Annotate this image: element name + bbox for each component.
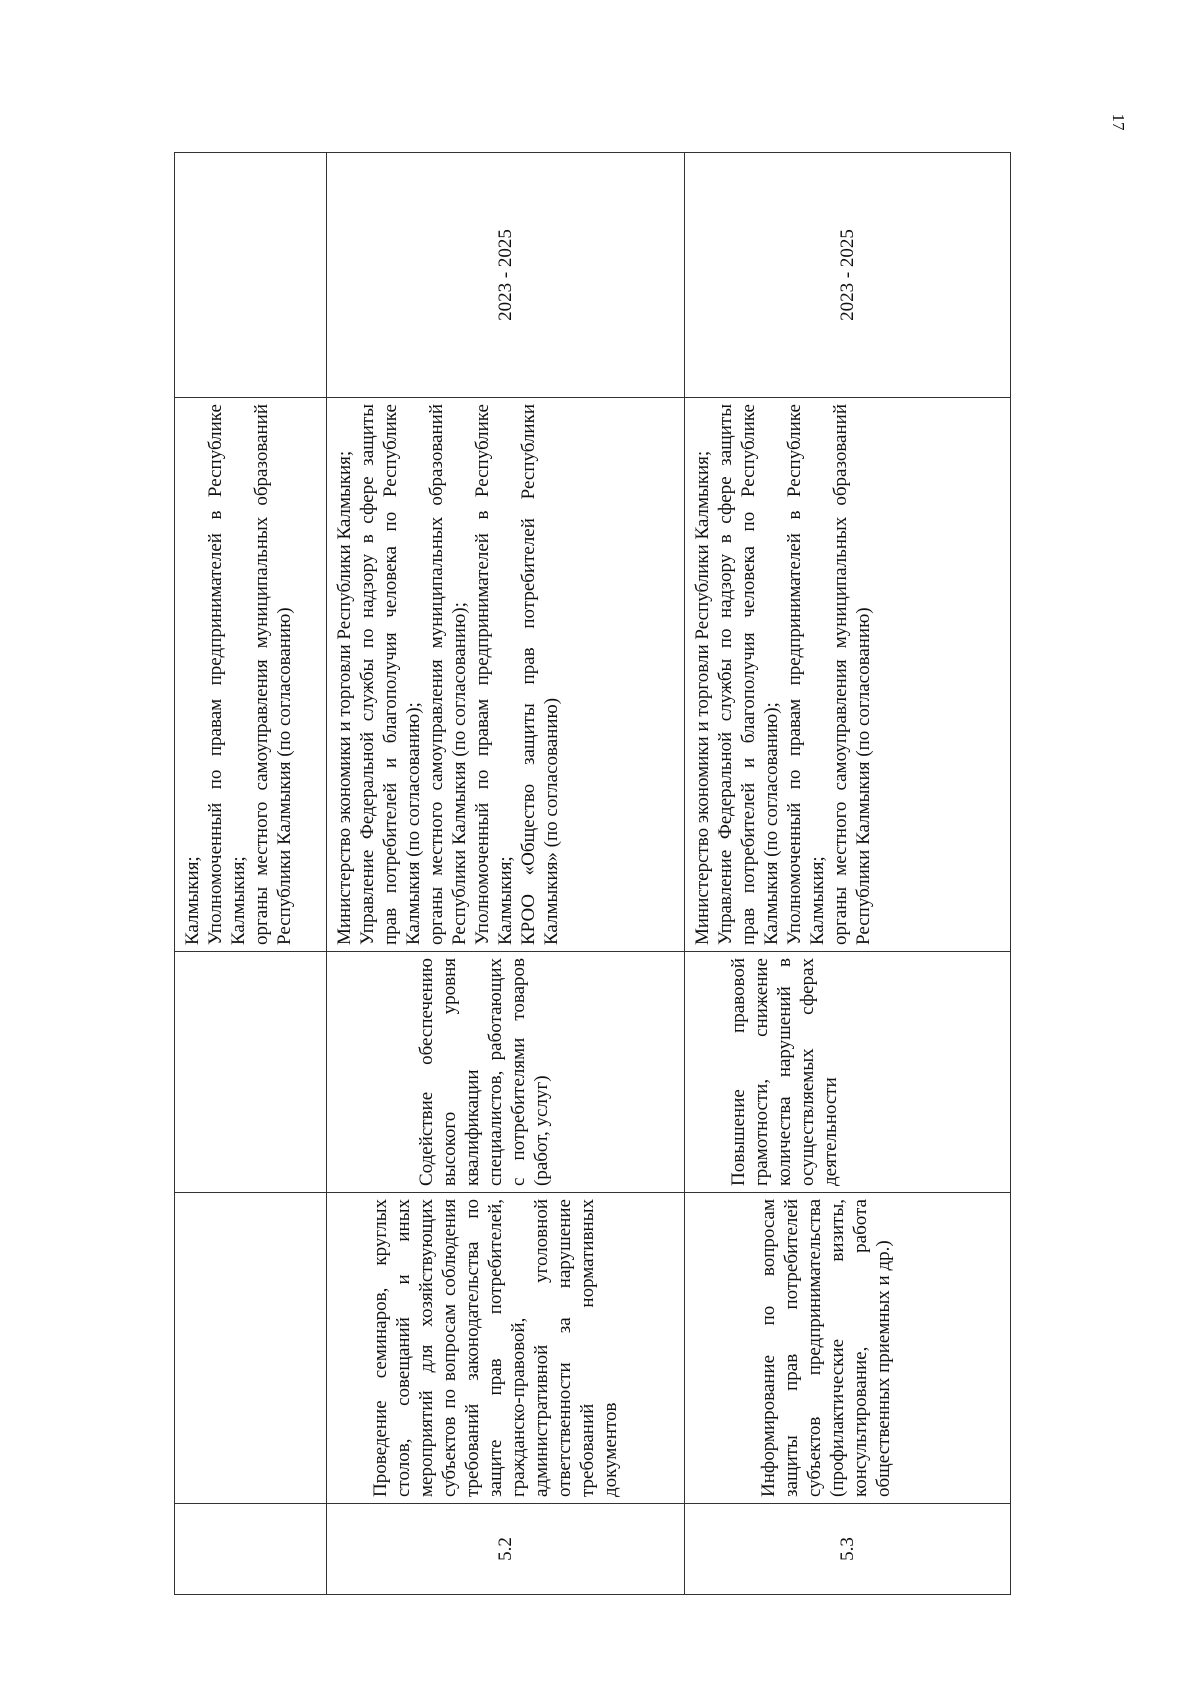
executor-line: Уполномоченный по правам предпринимателей в Республике Калмыкия; [784,404,828,945]
table-row [175,153,327,1595]
executor-line: Калмыкия; [182,856,203,945]
executor-line: органы местного самоуправления муниципальных образований Республики Калмыкия (по согласованию) [830,404,874,945]
activity-cell: Проведение семинаров, круглых столов, совещаний и иных мероприятий для хозяйствующих субъектов по вопросам соблюдения требований законодательства по защите прав потребителей, гражданско-правовой, административной уголовной ответственности за нарушение требований нормативных документов [327,1193,685,1504]
executor-line: органы местного самоуправления муниципальных образований Республики Калмыкия (по согласованию); [426,404,470,945]
executor-line: Министерство экономики и торговли Республики Калмыкия; [334,450,355,945]
row-number-cell [175,1504,327,1595]
activity-cell: Информирование по вопросам защиты прав потребителей субъектов предпринимательства (профилактические визиты, консультирование, работа общественных приемных и др.) [685,1193,1011,1504]
executor-line: Уполномоченный по правам предпринимателей в Республике Калмыкия; [205,404,249,945]
executors-cell [327,398,685,952]
executors-cell [685,398,1011,952]
page-number: 17 [1109,113,1128,131]
executor-line: Управление Федеральной службы по надзору в сфере защиты прав потребителей и благополучия человека по Республике Калмыкия (по согласованию); [357,404,424,945]
executor-line: Управление Федеральной службы по надзору в сфере защиты прав потребителей и благополучия человека по Республике Калмыкия (по согласованию); [715,404,782,945]
table-row [327,153,685,1595]
action-plan-table [174,152,1011,1595]
term-cell: 2023 - 2025 [327,153,685,398]
result-cell: Повышение правовой грамотности, снижение количества нарушений в осуществляемых сферах деятельности [685,952,1011,1193]
activity-cell [175,1193,327,1504]
term-cell [175,153,327,398]
executor-line: органы местного самоуправления муниципальных образований Республики Калмыкия (по согласованию) [251,404,295,945]
result-cell: Содействие обеспечению высокого уровня квалификации специалистов, работающих с потребителями товаров (работ, услуг) [327,952,685,1193]
executor-line: Министерство экономики и торговли Республики Калмыкия; [692,450,713,945]
term-cell: 2023 - 2025 [685,153,1011,398]
row-number-cell: 5.3 [685,1504,1011,1595]
executors-cell [175,398,327,952]
row-number-cell: 5.2 [327,1504,685,1595]
executor-line: КРОО «Общество защиты прав потребителей Республики Калмыкия» (по согласованию) [518,404,562,945]
result-cell [175,952,327,1193]
table-row [685,153,1011,1595]
rotated-table-container [174,182,1010,1595]
executor-line: Уполномоченный по правам предпринимателей в Республике Калмыкия; [472,404,516,945]
